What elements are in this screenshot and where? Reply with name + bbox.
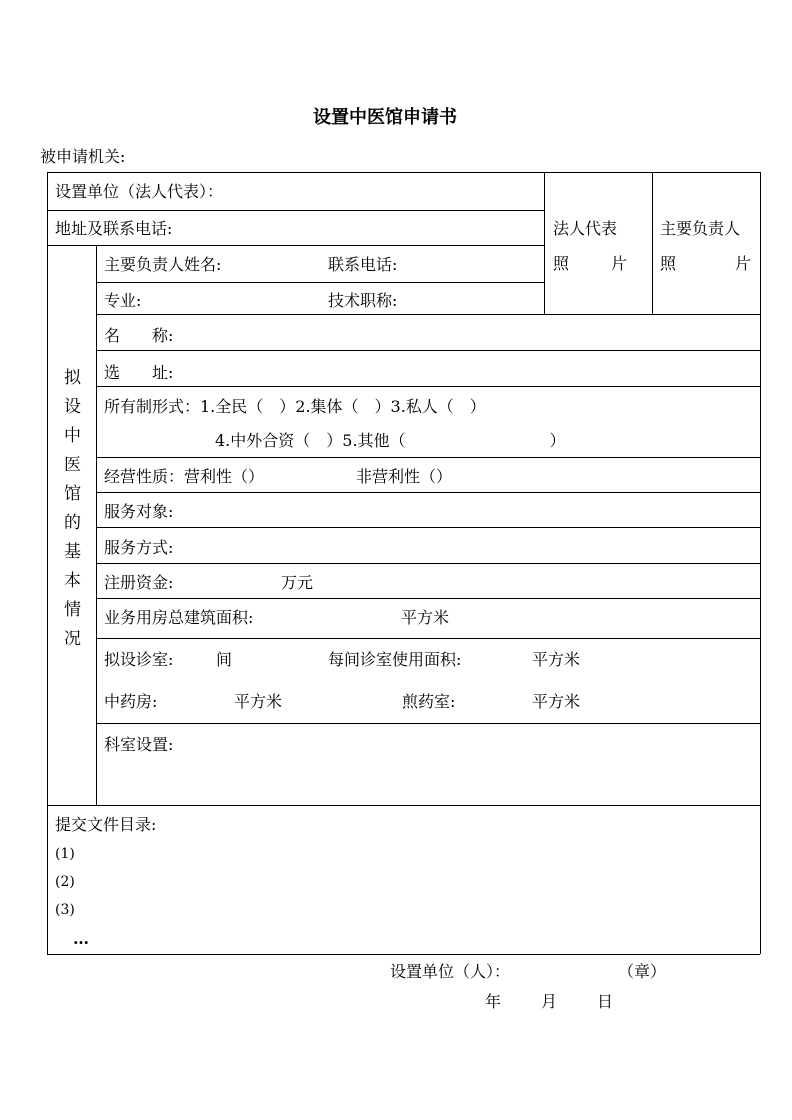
rooms-unit: 间 xyxy=(216,650,233,669)
decoction-unit: 平方米 xyxy=(532,692,581,711)
departments-label: 科室设置: xyxy=(104,735,174,754)
service-mode-label: 服务方式: xyxy=(104,538,174,557)
seal-label: （章） xyxy=(618,962,667,981)
registered-capital-label: 注册资金: xyxy=(104,573,174,592)
date-month: 月 xyxy=(541,992,558,1011)
principal-name-label: 主要负责人姓名: xyxy=(104,255,222,274)
addressee-label: 被申请机关: xyxy=(40,147,126,166)
section-heading-char: 医 xyxy=(64,455,81,475)
section-heading-char: 本 xyxy=(64,571,81,591)
date-day: 日 xyxy=(597,992,614,1011)
room-area-label: 每间诊室使用面积: xyxy=(328,650,462,669)
section-heading-char: 馆 xyxy=(64,484,81,504)
document-ellipsis: … xyxy=(73,929,89,948)
legal-rep-photo-char-1: 照 xyxy=(553,254,570,273)
document-item: (1) xyxy=(55,846,75,862)
section-heading-char: 基 xyxy=(64,542,81,562)
applicant-signature-label: 设置单位（人）： xyxy=(390,962,511,981)
section-heading-char: 拟 xyxy=(64,368,81,388)
contact-phone-label: 联系电话: xyxy=(328,255,398,274)
tech-title-label: 技术职称: xyxy=(328,291,398,310)
specialty-label: 专业: xyxy=(104,291,142,310)
clinic-rooms-label: 拟设诊室: xyxy=(104,650,174,669)
pharmacy-label: 中药房: xyxy=(104,692,158,711)
name-label: 名 称: xyxy=(104,326,174,345)
building-area-label: 业务用房总建筑面积: xyxy=(104,608,254,627)
legal-rep-photo-char-2: 片 xyxy=(611,254,628,273)
ownership-options-line1: 所有制形式：1.全民（ ）2.集体（ ）3.私人（ ） xyxy=(104,397,486,416)
documents-label: 提交文件目录: xyxy=(55,815,157,834)
page-title: 设置中医馆申请书 xyxy=(313,107,457,128)
date-year: 年 xyxy=(485,992,502,1011)
pharmacy-unit: 平方米 xyxy=(234,692,283,711)
section-heading-char: 中 xyxy=(64,426,81,446)
document-item: (3) xyxy=(55,902,75,918)
section-heading-char: 的 xyxy=(64,513,81,533)
principal-photo-char-1: 照 xyxy=(660,254,677,273)
service-target-label: 服务对象: xyxy=(104,502,174,521)
applicant-label: 设置单位（法人代表）： xyxy=(55,182,224,201)
document-item: (2) xyxy=(55,874,75,890)
capital-unit: 万元 xyxy=(281,573,314,592)
site-label: 选 址: xyxy=(104,363,174,382)
decoction-label: 煎药室: xyxy=(402,692,456,711)
legal-rep-photo-title: 法人代表 xyxy=(553,219,618,238)
non-profit-option: 非营利性（） xyxy=(356,467,453,486)
section-heading-char: 设 xyxy=(64,397,81,417)
principal-photo-char-2: 片 xyxy=(735,254,752,273)
principal-photo-title: 主要负责人 xyxy=(660,219,741,238)
room-area-unit: 平方米 xyxy=(532,650,581,669)
section-heading-char: 情 xyxy=(64,600,81,620)
section-heading-char: 况 xyxy=(64,629,81,649)
building-area-unit: 平方米 xyxy=(401,608,450,627)
address-phone-label: 地址及联系电话: xyxy=(55,219,173,238)
ownership-options-line2: 4.中外合资（ ）5.其他（ ） xyxy=(215,431,566,450)
business-nature-label: 经营性质：营利性（） xyxy=(104,467,265,486)
